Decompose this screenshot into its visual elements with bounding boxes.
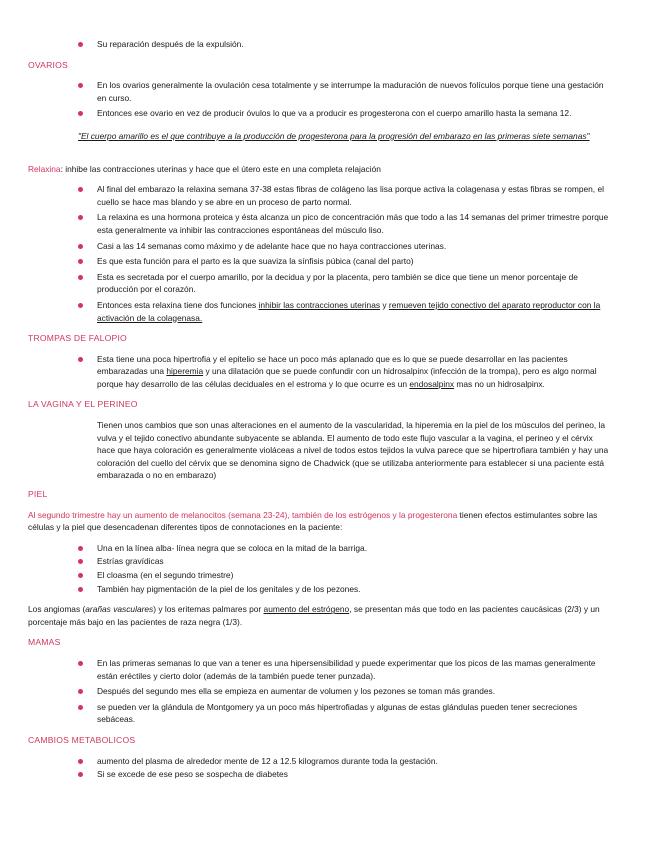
text-span: mas no un hidrosalpinx. [454,378,545,389]
piel-intro-highlight: Al segundo trimestre hay un aumento de melanocitos (semana 23-24), también de los estrógenos y la progesterona [28,509,458,520]
section-heading-vagina: LA VAGINA Y EL PERINEO [28,399,138,410]
text-span: , se presentan más que todo en las pacientes caucásicas (2/3) y un porcentaje más bajo en las pacientes de raza negra (1/3). [28,604,600,627]
section-heading-mamas: MAMAS [28,637,61,648]
vagina-paragraph: Tienen unos cambios que son unas alteraciones en el aumento de la vascularidad, la hiperemia en la piel de los músculos del perineo, la vulva y el tejido conectivo abundante subyacente se ablanda. El aumento de todo este flujo vascular a la vagina, el perineo y el cérvix hace que haya coloración es generalmente violáceas a nivel de todos estos tejidos la vulva parece que se hipertrofiara también y hay una coloración del cuello del cérvix que se denomina signo de Chadwick (que se utilizaba anteriormente para establecer si una paciente está embarazada o no en embarazo) [97,420,609,481]
list-item: En los ovarios generalmente la ovulación cesa totalmente y se interrumpe la maduración de nuevos folículos porque tiene una gestación en curso. [28,79,615,104]
text-span: y [380,299,389,310]
quote-cuerpo-amarillo: "El cuerpo amarillo es el que contribuye a la producción de progesterona para la progresión del embarazo en las primeras siete semanas" [78,130,590,141]
underlined-text: hiperemia [166,366,204,377]
list-item: Casi a las 14 semanas como máximo y de adelante hace que no haya contracciones uterinas. [28,240,615,253]
list-item: En las primeras semanas lo que van a tener es una hipersensibilidad y puede experimentar que los picos de las mamas generalmente están eréctiles y cierto dolor (además de la también puede tener punzada). [28,657,615,682]
italic-text: arañas vasculares [85,604,154,615]
text-span: tienen efectos estimulantes sobre las células y la piel que desencadenan diferentes tipos de connotaciones en la paciente: [28,509,598,533]
text-span: y una dilatación que se puede confundir con un hidrosalpinx (infección de la trompa), pero es algo normal porque hay desarrollo de las células deciduales en el estroma y lo que ocurre es un [97,366,597,389]
list-item: El cloasma (en el segundo trimestre) [28,569,615,582]
list-item [28,353,615,391]
section-heading-trompas: TROMPAS DE FALOPIO [28,333,127,344]
list-item: Es que esta función para el parto es la que suaviza la sínfisis púbica (canal del parto) [28,255,615,268]
text-span: Entonces esta relaxina tiene dos funciones [97,299,259,310]
list-item: Su reparación después de la expulsión. [28,38,615,51]
relaxina-intro [28,163,615,176]
list-item: Esta es secretada por el cuerpo amarillo, por la decidua y por la placenta, pero también se dice que tiene un menor porcentaje de producción por el corazón. [28,271,615,296]
section-heading-ovarios: OVARIOS [28,59,68,70]
text-span: Los angiomas ( [28,604,86,615]
text-span: ) y los eritemas palmares por [153,604,264,615]
list-item: Después del segundo mes ella se empieza en aumentar de volumen y los pezones se toman más grandes. [28,685,615,698]
relaxina-intro-text: : inhibe las contracciones uterinas y hace que el útero este en una completa relajación [60,163,381,174]
list-item: aumento del plasma de alrededor mente de 12 a 12.5 kilogramos durante toda la gestación. [28,755,615,768]
piel-intro [28,509,615,534]
list-item: La relaxina es una hormona proteica y ésta alcanza un pico de concentración más que todo a las 14 semanas del primer trimestre porque esta generalmente va inhibir las contracciones espontáneas del músculo liso. [28,211,615,236]
underlined-text: remueven tejido conectivo del aparato reproductor con la activación de la colagenasa. [97,299,601,323]
text-span: Esta tiene una poca hipertrofia y el epitelio se hace un poco más aplanado que es lo que se puede desarrollar en las pacientes embarazadas una [97,353,568,377]
list-item: Si se excede de ese peso se sospecha de diabetes [28,768,615,781]
bullet-list-ovarios [28,79,615,120]
list-item: También hay pigmentación de la piel de los genitales y de los pezones. [28,583,615,596]
section-heading-piel: PIEL [28,489,48,500]
list-item: Una en la línea alba- línea negra que se coloca en la mitad de la barriga. [28,542,615,555]
list-item [28,299,615,324]
list-item: Entonces ese ovario en vez de producir óvulos lo que va a producir es progesterona con el cuerpo amarillo hasta la semana 12. [28,107,615,120]
underlined-text: inhibir las contracciones uterinas [258,299,381,310]
section-heading-metabolicos: CAMBIOS METABOLICOS [28,734,136,745]
bullet-list-piel [28,542,615,595]
underlined-text: aumento del estrógeno [263,604,350,615]
bullet-list-intro [28,38,615,51]
angiomas-paragraph [28,603,615,628]
relaxina-label: Relaxina [28,163,61,174]
bullet-list-trompas [28,353,615,391]
bullet-list-metabolicos [28,755,615,781]
bullet-list-mamas [28,657,615,726]
list-item: Estrías gravídicas [28,555,615,568]
underlined-text: endosalpinx [409,378,455,389]
list-item: se pueden ver la glándula de Montgomery ya un poco más hipertrofiadas y algunas de estas glándulas pueden tener secreciones sebáceas. [28,701,615,726]
list-item: Al final del embarazo la relaxina semana 37-38 estas fibras de colágeno las lisa porque activa la colagenasa y estas fibras se rompen, el cuello se hace mas blando y se abre en un proceso de parto normal. [28,183,615,208]
bullet-list-relaxina [28,183,615,324]
